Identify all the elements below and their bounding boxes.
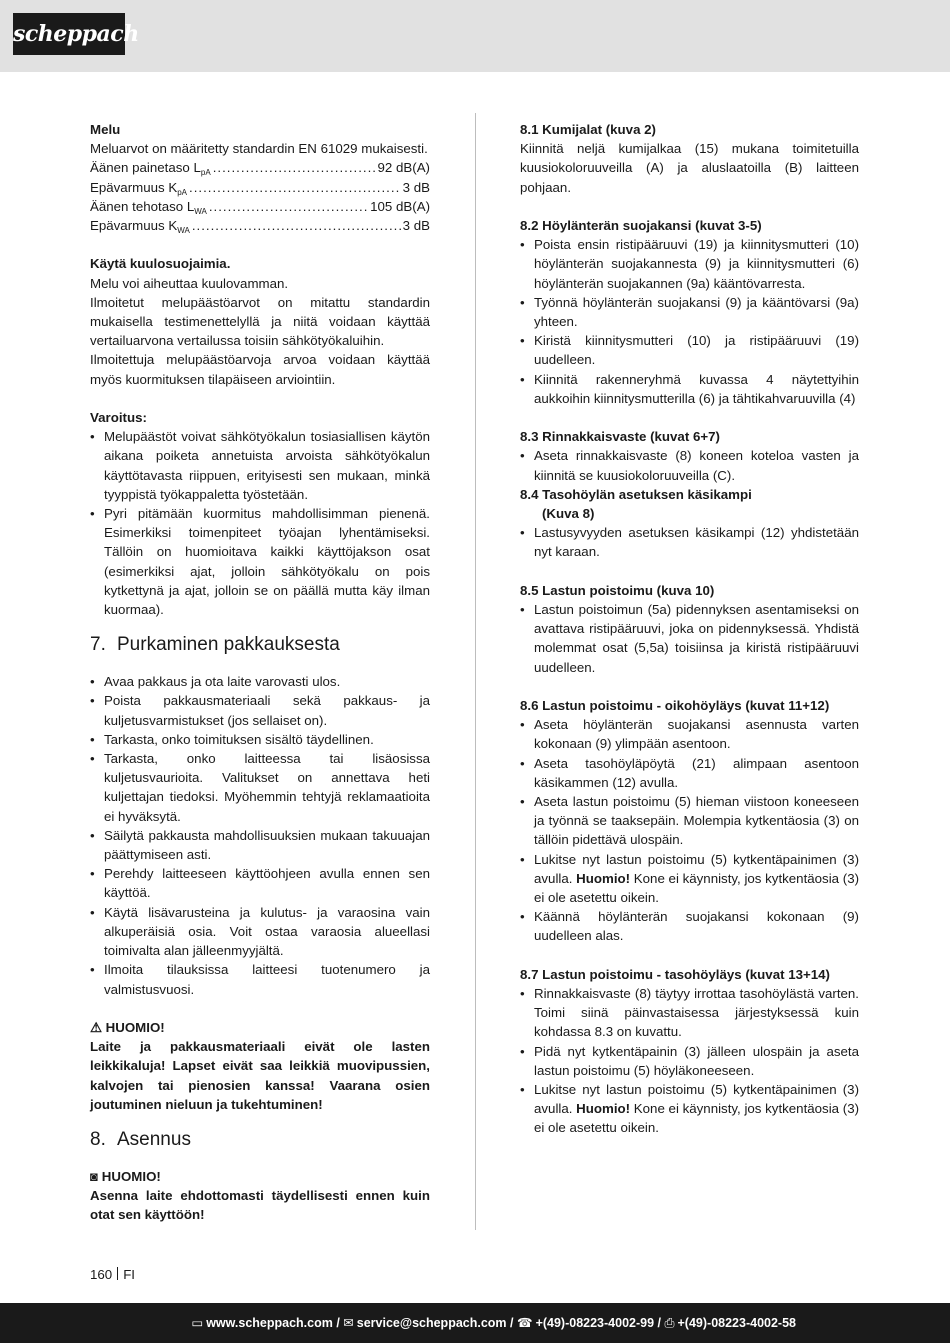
measurement-value: 92 dB(A) xyxy=(377,160,430,176)
list-item: • Tarkasta, onko laitteessa tai lisäosissa kuljetusvaurioita. Valitukset on annettava heti kuljettajan tiedoksi. Myöhemmin tehtyjä reklamaatioita ei hyväksytä. xyxy=(90,749,430,826)
measurement-value: 3 dB xyxy=(402,218,430,234)
list-item: • Poista pakkausmateriaali sekä pakkaus- ja kuljetusvarmistukset (jos sellaiset on). xyxy=(90,691,430,729)
email-link[interactable]: service@scheppach.com / xyxy=(356,1316,514,1330)
email-icon: ✉ xyxy=(343,1316,354,1330)
list-item: • Pyri pitämään kuormitus mahdollisimman pienenä. Esimerkiksi toimenpiteet työajan lyhentämiseksi. Tällöin on huomioitava kaikki käyttöjakson osat (esimerkiksi ajat, jolloin sähkötyökalu on pois kytkettynä ja ajat, jolloin se on päällä mutta käy ilman kuormaa). xyxy=(90,504,430,619)
measurement-row: Äänen tehotaso $L_{WA}$ ..... 105 dB(A) xyxy=(90,197,430,216)
huomio-warning-2: ◙ HUOMIO! xyxy=(90,1168,161,1184)
list-item: • Tarkasta, onko toimituksen sisältö täydellinen. xyxy=(90,730,430,749)
section-8-1-text: Kiinnitä neljä kumijalkaa (15) mukana toimitetuilla kuusiokoloruuveilla (A) ja aluslaatoilla (B) laitteen pohjaan. xyxy=(520,141,859,195)
page-number: 160 FI xyxy=(90,1267,136,1282)
ear-line: Ilmoitettuja melupäästöarvoja arvoa voidaan käyttää myös kuormituksen tilapäiseen arviointiin. xyxy=(90,352,430,387)
section-7-title: 7. Purkaminen pakkauksesta xyxy=(90,634,340,656)
huomio-warning-1: ⚠ HUOMIO! xyxy=(90,1019,165,1035)
measurement-label: Äänen tehotaso L xyxy=(90,198,195,214)
section-8-2-heading: 8.2 Höylänterän suojakansi (kuvat 3-5) xyxy=(520,218,762,233)
list-item: • Kiinnitä rakenneryhmä kuvassa 4 näytettyihin aukkoihin kiinnitysmutterilla (6) ja tähtikahvaruuvilla (4) xyxy=(520,370,859,408)
section-8-5-heading: 8.5 Lastun poistoimu (kuva 10) xyxy=(520,582,715,598)
list-item: • Pidä nyt kytkentäpainin (3) jälleen ulospäin ja aseta lastun poistoimu (5) höyläkoneeseen. xyxy=(520,1042,859,1080)
list-item: • Aseta höylänterän suojakansi asennusta varten kokonaan (9) ylimpään asentoon. xyxy=(520,715,859,753)
measurement-label: Epävarmuus K xyxy=(90,218,178,234)
column-divider xyxy=(475,113,476,1230)
varoitus-list xyxy=(90,427,430,619)
phone-number: +(49)-08223-4002-99 / xyxy=(535,1316,661,1330)
section-7-list xyxy=(90,672,430,998)
list-item: • Aseta lastun poistoimu (5) hieman viistoon koneeseen ja työnnä se taaksepäin. Molempia kytkentäosia (3) on tällöin pidettävä ulospäin. xyxy=(520,792,859,850)
list-item: • Aseta tasohöyläpöytä (21) alimpaan asentoon käsikammen (12) avulla. xyxy=(520,754,859,792)
list-item: • Työnnä höylänterän suojakansi (9) ja kääntövarsi (9a) yhteen. xyxy=(520,293,859,331)
list-item: • Lukitse nyt lastun poistoimu (5) kytkentäpainimen (3) avulla. Huomio! Kone ei käynnisty, jos kytkentäosia (3) ei ole asetettu oikein. xyxy=(520,850,859,908)
computer-icon: ▭ xyxy=(191,1316,204,1330)
list-item: • Aseta rinnakkaisvaste (8) koneen koteloa vasten ja kiinnitä se kuusiokoloruuveilla (C). xyxy=(520,446,859,484)
fax-number: +(49)-08223-4002-58 xyxy=(677,1316,796,1330)
measurement-value: 3 dB xyxy=(402,179,430,195)
section-8-title: 8. Asennus xyxy=(90,1128,191,1150)
measurement-row: Epävarmuus $K_{WA}$ ..... 3 dB xyxy=(90,216,430,235)
list-item: • Avaa pakkaus ja ota laite varovasti ulos. xyxy=(90,672,430,691)
contact-footer xyxy=(0,1303,950,1343)
measurement-row: Äänen painetaso $L_{pA}$ ..... 92 dB(A) xyxy=(90,158,430,177)
section-8-2-list xyxy=(520,235,859,408)
section-8-1-heading: 8.1 Kumijalat (kuva 2) xyxy=(520,122,656,137)
section-8-6-list xyxy=(520,715,859,945)
attention-icon: ◙ xyxy=(90,1168,99,1184)
ear-line: Melu voi aiheuttaa kuulovamman. xyxy=(90,275,289,291)
list-item: • Melupäästöt voivat sähkötyökalun tosiasiallisen käytön aikana poiketa annetuista arvoista sähkötyökalun käyttötavasta riippuen, erityisesti sen mukaan, minkä tyyppistä työkappaletta työstetään. xyxy=(90,427,430,504)
scheppach-logo: scheppach xyxy=(13,13,125,55)
measurement-value: 105 dB(A) xyxy=(370,198,430,214)
list-item: • Lastun poistoimun (5a) pidennyksen asentamiseksi on avattava ristipääruuvi, joka on pidennyksessä. Yhdistä molemmat osat (5,5a) toisiinsa ja kiristä ristipääruuvi uudelleen. xyxy=(520,600,859,677)
right-column xyxy=(520,120,859,1138)
list-item: • Lukitse nyt lastun poistoimu (5) kytkentäpainimen (3) avulla. Huomio! Kone ei käynnisty, jos kytkentäosia (3) ei ole asetettu oikein. xyxy=(520,1080,859,1138)
phone-icon: ☎ xyxy=(516,1316,533,1330)
section-8-3-heading: 8.3 Rinnakkaisvaste (kuvat 6+7) xyxy=(520,429,720,445)
section-8-4-heading-sub: (Kuva 8) xyxy=(542,506,595,522)
measurement-label: Äänen painetaso L xyxy=(90,160,201,176)
measurement-row: Epävarmuus $K_{pA}$ ..... 3 dB xyxy=(90,178,430,197)
melu-heading: Melu xyxy=(90,122,121,137)
list-item: • Lastusyvyyden asetuksen käsikampi (12) yhdistetään nyt karaan. xyxy=(520,523,859,561)
measurement-label: Epävarmuus K xyxy=(90,179,178,195)
list-item: • Ilmoita tilauksissa laitteesi tuotenumero ja valmistusvuosi. xyxy=(90,960,430,998)
huomio-1-text: Laite ja pakkausmateriaali eivät ole lasten leikkikaluja! Lapset eivät saa leikkiä muovipussien, kalvojen tai pienosien kanssa! Vaarana osien joutuminen nieluun ja tukehtuminen! xyxy=(90,1039,430,1112)
section-8-3-list xyxy=(520,446,859,484)
left-column xyxy=(90,120,430,1225)
ear-line: Ilmoitetut melupäästöarvot on mitattu standardin mukaisella testimenettelyllä ja niitä voidaan käyttää vertailuarvona vertailussa toisiin sähkötyökaluihin. xyxy=(90,294,430,349)
section-8-7-heading: 8.7 Lastun poistoimu - tasohöyläys (kuvat 13+14) xyxy=(520,966,830,982)
section-8-4-heading: 8.4 Tasohöylän asetuksen käsikampi xyxy=(520,486,752,502)
huomio-2-text: Asenna laite ehdottomasti täydellisesti ennen kuin otat sen käyttöön! xyxy=(90,1188,430,1223)
section-8-6-heading: 8.6 Lastun poistoimu - oikohöyläys (kuvat 11+12) xyxy=(520,698,830,714)
website-link[interactable]: www.scheppach.com / xyxy=(206,1316,340,1330)
varoitus-heading: Varoitus: xyxy=(90,410,147,426)
fax-icon: ⎙ xyxy=(664,1316,675,1330)
section-8-7-list xyxy=(520,984,859,1138)
list-item: • Rinnakkaisvaste (8) täytyy irrottaa tasohöylästä varten. Toimi siinä päinvastaisessa järjestyksessä kuin kohdassa 8.3 on kuvattu. xyxy=(520,984,859,1042)
list-item: • Perehdy laitteeseen käyttöohjeen avulla ennen sen käyttöä. xyxy=(90,864,430,902)
list-item: • Säilytä pakkausta mahdollisuuksien mukaan takuuajan päättymiseen asti. xyxy=(90,826,430,864)
melu-intro: Meluarvot on määritetty standardin EN 61029 mukaisesti. xyxy=(90,141,428,157)
list-item: • Kiristä kiinnitysmutteri (10) ja ristipääruuvi (19) uudelleen. xyxy=(520,331,859,369)
section-8-5-list xyxy=(520,600,859,677)
warning-triangle-icon: ⚠ xyxy=(90,1019,102,1035)
section-8-4-list xyxy=(520,523,859,561)
list-item: • Käytä lisävarusteina ja kulutus- ja varaosina vain alkuperäisiä osia. Voit ostaa varaosia alueellasi toimivalta alan jälleenmyyjältä. xyxy=(90,903,430,961)
ear-protection-heading: Käytä kuulosuojaimia. xyxy=(90,256,231,272)
list-item: • Käännä höylänterän suojakansi kokonaan (9) uudelleen alas. xyxy=(520,907,859,945)
header-bar xyxy=(0,0,950,72)
list-item: • Poista ensin ristipääruuvi (19) ja kiinnitysmutteri (10) höylänterän suojakannesta (9) ja kiinnitysmutteri (6) höylänterän suojakannen (9a) kääntövarresta. xyxy=(520,235,859,293)
